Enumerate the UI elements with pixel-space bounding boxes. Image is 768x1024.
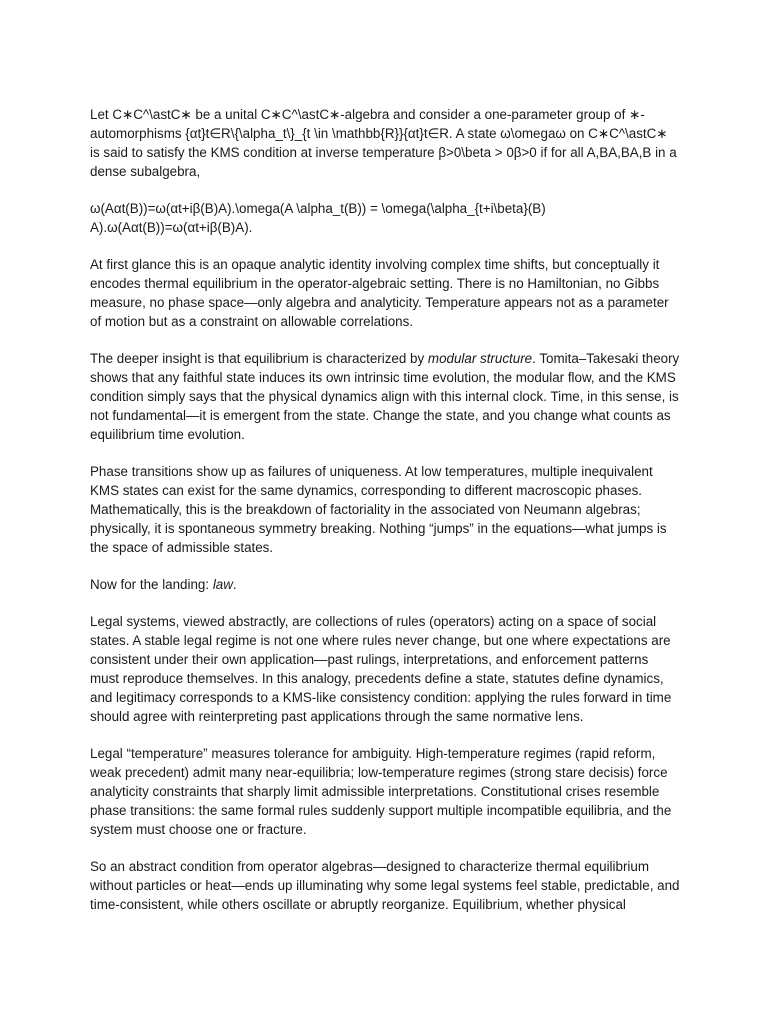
paragraph-text: Now for the landing: (90, 577, 213, 592)
paragraph-text: . Tomita–Takesaki theory shows that any faithful state induces its own intrinsic time evolution, the modular flow, and the KMS condition simply says that the physical dynamics align with this internal clock. Time, in this sense, is not fundamental—it is emergent from the state. Change the state, and you change what counts as equilibrium time evolution. (90, 351, 680, 442)
paragraph-first-glance: At first glance this is an opaque analytic identity involving complex time shifts, but conceptually it encodes thermal equilibrium in the operator-algebraic setting. There is no Hamiltonian, no Gibbs measure, no phase space—only algebra and analyticity. Temperature appears not as a parameter of motion but as a constraint on allowable correlations. (90, 257, 669, 329)
emphasis-text: law (212, 577, 233, 592)
paragraph-text: . (232, 577, 237, 592)
paragraph-legal-temperature: Legal “temperature” measures tolerance for ambiguity. High-temperature regimes (rapid reform, weak precedent) admit many near-equilibria; low-temperature regimes (strong stare decisis) force analyticity constraints that sharply limit admissible interpretations. Constitutional crises resemble phase transitions: the same formal rules suddenly support multiple incompatible equilibria, and the system must choose one or fracture. (90, 746, 672, 837)
document-body (90, 105, 680, 932)
paragraph-legal-systems: Legal systems, viewed abstractly, are collections of rules (operators) acting on a space of social states. A stable legal regime is not one where rules never change, but one where expectations are consistent under their own application—past rulings, interpretations, and enforcement patterns must reproduce themselves. In this analogy, precedents define a state, statutes define dynamics, and legitimacy corresponds to a KMS-like consistency condition: applying the rules forward in time should agree with reinterpreting past applications through the same normative lens. (90, 614, 672, 724)
paragraph-conclusion: So an abstract condition from operator algebras—designed to characterize thermal equilibrium without particles or heat—ends up illuminating why some legal systems feel stable, predictable, and time-consistent, while others oscillate or abruptly reorganize. Equilibrium, whether physical (90, 859, 680, 912)
emphasis-text: modular structure (427, 351, 533, 366)
paragraph-text: The deeper insight is that equilibrium is characterized by (90, 351, 428, 366)
paragraph-landing (90, 575, 680, 594)
paragraph-modular-structure (90, 349, 680, 444)
paragraph-kms-equation: ω(Aαt(B))=ω(αt+iβ(B)A).\omega(A \alpha_t(B)) = \omega(\alpha_{t+i\beta}(B) A).ω(Aαt(B))=ω(αt+iβ(B)A). (90, 201, 546, 235)
paragraph-phase-transitions: Phase transitions show up as failures of uniqueness. At low temperatures, multiple inequivalent KMS states can exist for the same dynamics, corresponding to different macroscopic phases. Mathematically, this is the breakdown of factoriality in the associated von Neumann algebras; physically, it is spontaneous symmetry breaking. Nothing “jumps” in the equations—what jumps is the space of admissible states. (90, 464, 667, 555)
paragraph-kms-definition: Let C∗C^\astC∗ be a unital C∗C^\astC∗-algebra and consider a one-parameter group of ∗-automorphisms {αt}t∈R\{\alpha_t\}_{t \in \mathbb{R}}{αt}t∈R. A state ω\omegaω on C∗C^\astC∗ is said to satisfy the KMS condition at inverse temperature β>0\beta > 0β>0 if for all A,BA,BA,B in a dense subalgebra, (90, 107, 677, 179)
